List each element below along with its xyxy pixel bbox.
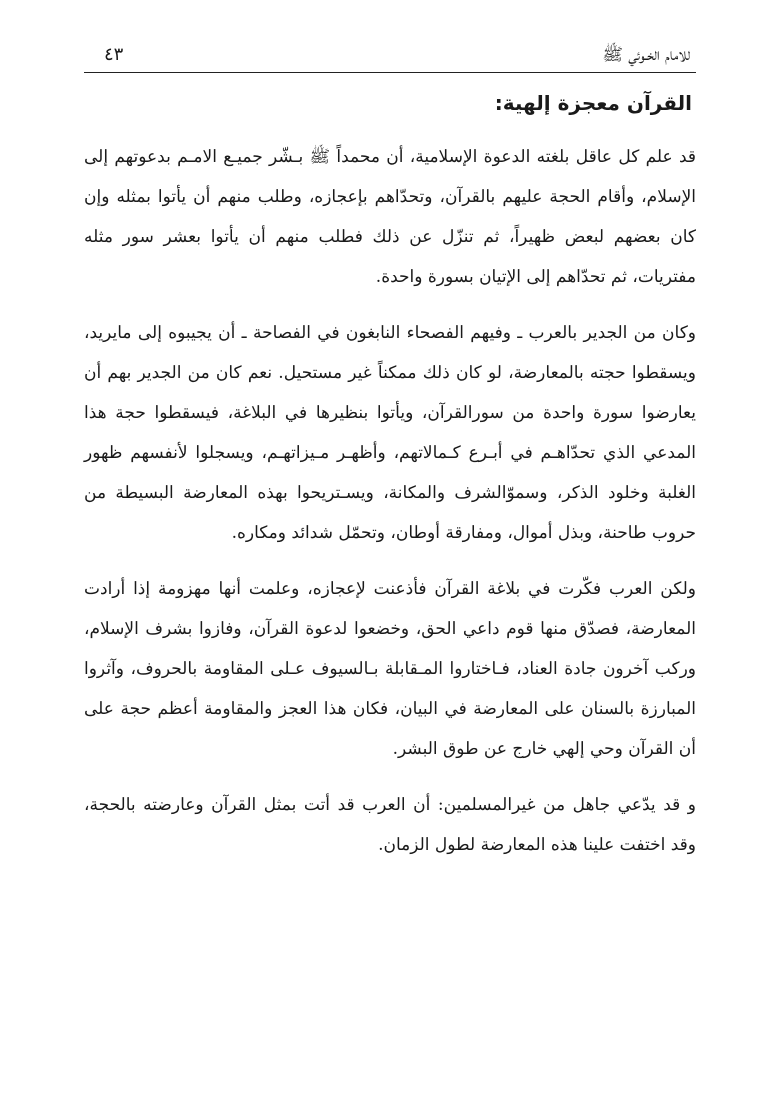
book-page: [84, 28, 696, 881]
header-divider: [84, 72, 696, 73]
page-body: [84, 91, 696, 865]
section-heading: القرآن معجزة إلهية:: [494, 91, 692, 115]
page-number: ٤٣: [104, 44, 124, 65]
paragraph-3: ولكن العرب فكّرت في بلاغة القرآن فأذعنت لإعجازه، وعلمت أنها مهزومة إذا أرادت المعارضة، فصدّق منها قوم داعي الحق، وخضعوا لدعوة القرآن، وفازوا بشرف الإسلام، وركب آخرون جادة العناد، فـاختاروا المـقابلة بـالسيوف عـلى المقاومة بالحروف، وآثروا المبارزة بالسنان على المعارضة في البيان، فكان هذا العجز والمقاومة أعظم حجة على أن القرآن وحي إلهي خارج عن طوق البشر.: [84, 579, 696, 759]
paragraph-4: و قد يدّعي جاهل من غيرالمسلمين: أن العرب قد أتت بمثل القرآن وعارضته بالحجة، وقد اختفت علينا هذه المعارضة لطول الزمان.: [84, 795, 696, 855]
paragraph-1: قد علم كل عاقل بلغته الدعوة الإسلامية، أن محمداً ﷺ بـشّر جميـع الامـم بدعوتهم إلى الإسلام، وأقام الحجة عليهم بالقرآن، وتحدّاهم بإعجازه، وطلب منهم أن يأتوا بمثله وإن كان بعضهم لبعض ظهيراً، ثم تنزّل عن ذلك فطلب منهم أن يأتوا بعشر سور مثله مفتريات، ثم تحدّاهم إلى الإتيان بسورة واحدة.: [84, 147, 696, 287]
running-header-title: للامام الخـوئي ﷺ: [602, 45, 690, 65]
paragraph-2: وكان من الجدير بالعرب ـ وفيهم الفصحاء النابغون في الفصاحة ـ أن يجيبوه إلى مايريد، ويسقطوا حجته بالمعارضة، لو كان ذلك ممكناً غير مستحيل. نعم كان من الجدير بهم أن يعارضوا سورة واحدة من سورالقرآن، ويأتوا بنظيرها في البلاغة، فيسقطوا حجة هذا المدعي الذي تحدّاهـم في أبـرع كـمالاتهم، وأظهـر مـيزاتهـم، ويسجلوا لأنفسهم ظهور الغلبة وخلود الذكر، وسموّالشرف والمكانة، ويسـتريحوا بهذه المعارضة البسيطة من حروب طاحنة، وبذل أموال، ومفارقة أوطان، وتحمّل شدائد ومكاره.: [84, 323, 696, 543]
running-header: [84, 28, 696, 64]
